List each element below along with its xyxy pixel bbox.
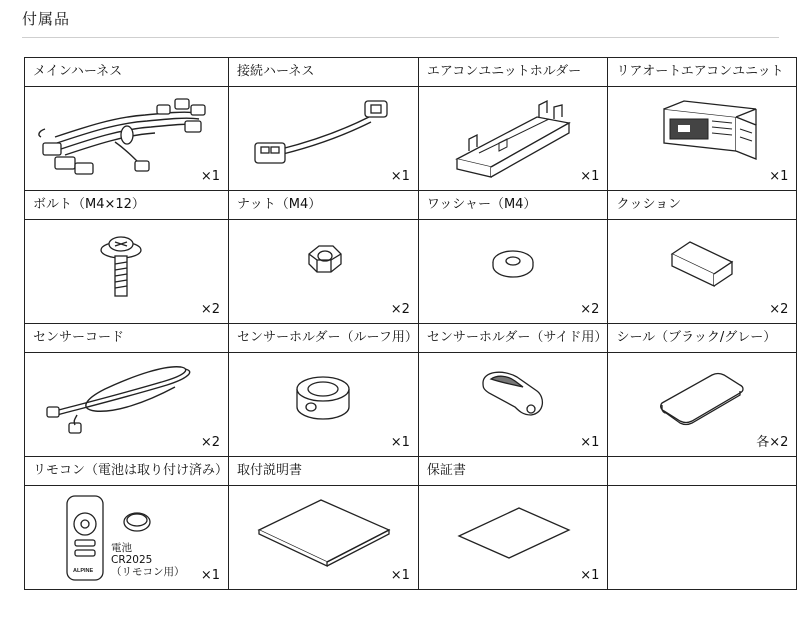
battery-note-line: CR2025	[111, 554, 153, 566]
item-name	[608, 457, 796, 486]
nut-illustration	[229, 220, 417, 323]
bolt-illustration	[25, 220, 213, 323]
item-cell-ac-unit-holder	[418, 58, 608, 191]
item-quantity: ×1	[200, 169, 221, 184]
sensor-holder-side-illustration	[419, 353, 607, 456]
page-title: 付属品	[22, 10, 71, 28]
item-quantity: ×1	[580, 435, 600, 450]
item-name: ボルト（M4×12）	[25, 191, 228, 220]
item-name: ワッシャー（M4）	[419, 191, 608, 220]
item-name: 接続ハーネス	[229, 58, 418, 87]
item-quantity: ×1	[390, 169, 410, 184]
item-name: ナット（M4）	[229, 191, 418, 220]
item-cell-remote-control	[25, 457, 229, 590]
item-cell-sensor-cord	[25, 324, 229, 457]
item-cell-rear-auto-ac-unit	[608, 58, 797, 191]
item-quantity: ×2	[390, 302, 410, 317]
table-row	[25, 457, 797, 590]
cushion-illustration	[608, 220, 796, 323]
item-cell-washer	[418, 191, 608, 324]
sensor-holder-roof-illustration	[229, 353, 417, 456]
item-name: シール（ブラック/グレー）	[608, 324, 796, 353]
alpine-logo-icon: ALPINE	[73, 568, 94, 574]
accessories-table	[24, 57, 797, 590]
table-row	[25, 191, 797, 324]
item-name: センサーホルダー（ルーフ用）	[229, 324, 418, 353]
item-quantity: ×1	[580, 169, 600, 184]
item-quantity: ×1	[390, 568, 410, 583]
item-quantity: ×1	[580, 568, 600, 583]
item-name: メインハーネス	[25, 58, 228, 87]
item-name: エアコンユニットホルダー	[419, 58, 608, 87]
battery-note	[111, 542, 185, 578]
item-cell-warranty-card	[418, 457, 608, 590]
item-cell-seal	[608, 324, 797, 457]
item-quantity: ×1	[769, 169, 789, 184]
connection-harness-illustration	[229, 87, 417, 190]
installation-manual-illustration	[229, 486, 417, 589]
item-cell-sensor-holder-side	[418, 324, 608, 457]
rear-auto-ac-unit-illustration	[608, 87, 796, 190]
item-quantity: ×2	[200, 435, 221, 450]
warranty-card-illustration	[419, 486, 607, 589]
item-name: リモコン（電池は取り付け済み）	[25, 457, 228, 486]
item-quantity: ×2	[769, 302, 789, 317]
item-cell-cushion	[608, 191, 797, 324]
item-quantity: ×1	[200, 568, 221, 583]
table-row	[25, 58, 797, 191]
ac-unit-holder-illustration	[419, 87, 607, 190]
item-cell-connection-harness	[229, 58, 419, 191]
sensor-cord-illustration	[25, 353, 213, 456]
item-name: 保証書	[419, 457, 608, 486]
item-name: センサーコード	[25, 324, 228, 353]
item-quantity: ×2	[580, 302, 600, 317]
washer-illustration	[419, 220, 607, 323]
item-cell-bolt	[25, 191, 229, 324]
item-name: クッション	[608, 191, 796, 220]
item-name: センサーホルダー（サイド用）	[419, 324, 608, 353]
main-harness-illustration	[25, 87, 213, 190]
battery-note-line: 電池	[111, 542, 132, 554]
item-cell-sensor-holder-roof	[229, 324, 419, 457]
item-quantity: ×2	[200, 302, 221, 317]
item-cell-nut	[229, 191, 419, 324]
item-name: リアオートエアコンユニット	[608, 58, 796, 87]
battery-note-line: （リモコン用）	[111, 566, 185, 578]
item-cell-empty	[608, 457, 797, 590]
table-row	[25, 324, 797, 457]
item-quantity: ×1	[390, 435, 410, 450]
item-name: 取付説明書	[229, 457, 418, 486]
item-cell-main-harness	[25, 58, 229, 191]
item-cell-installation-manual	[229, 457, 419, 590]
item-quantity: 各×2	[756, 435, 789, 450]
title-divider	[22, 37, 779, 38]
